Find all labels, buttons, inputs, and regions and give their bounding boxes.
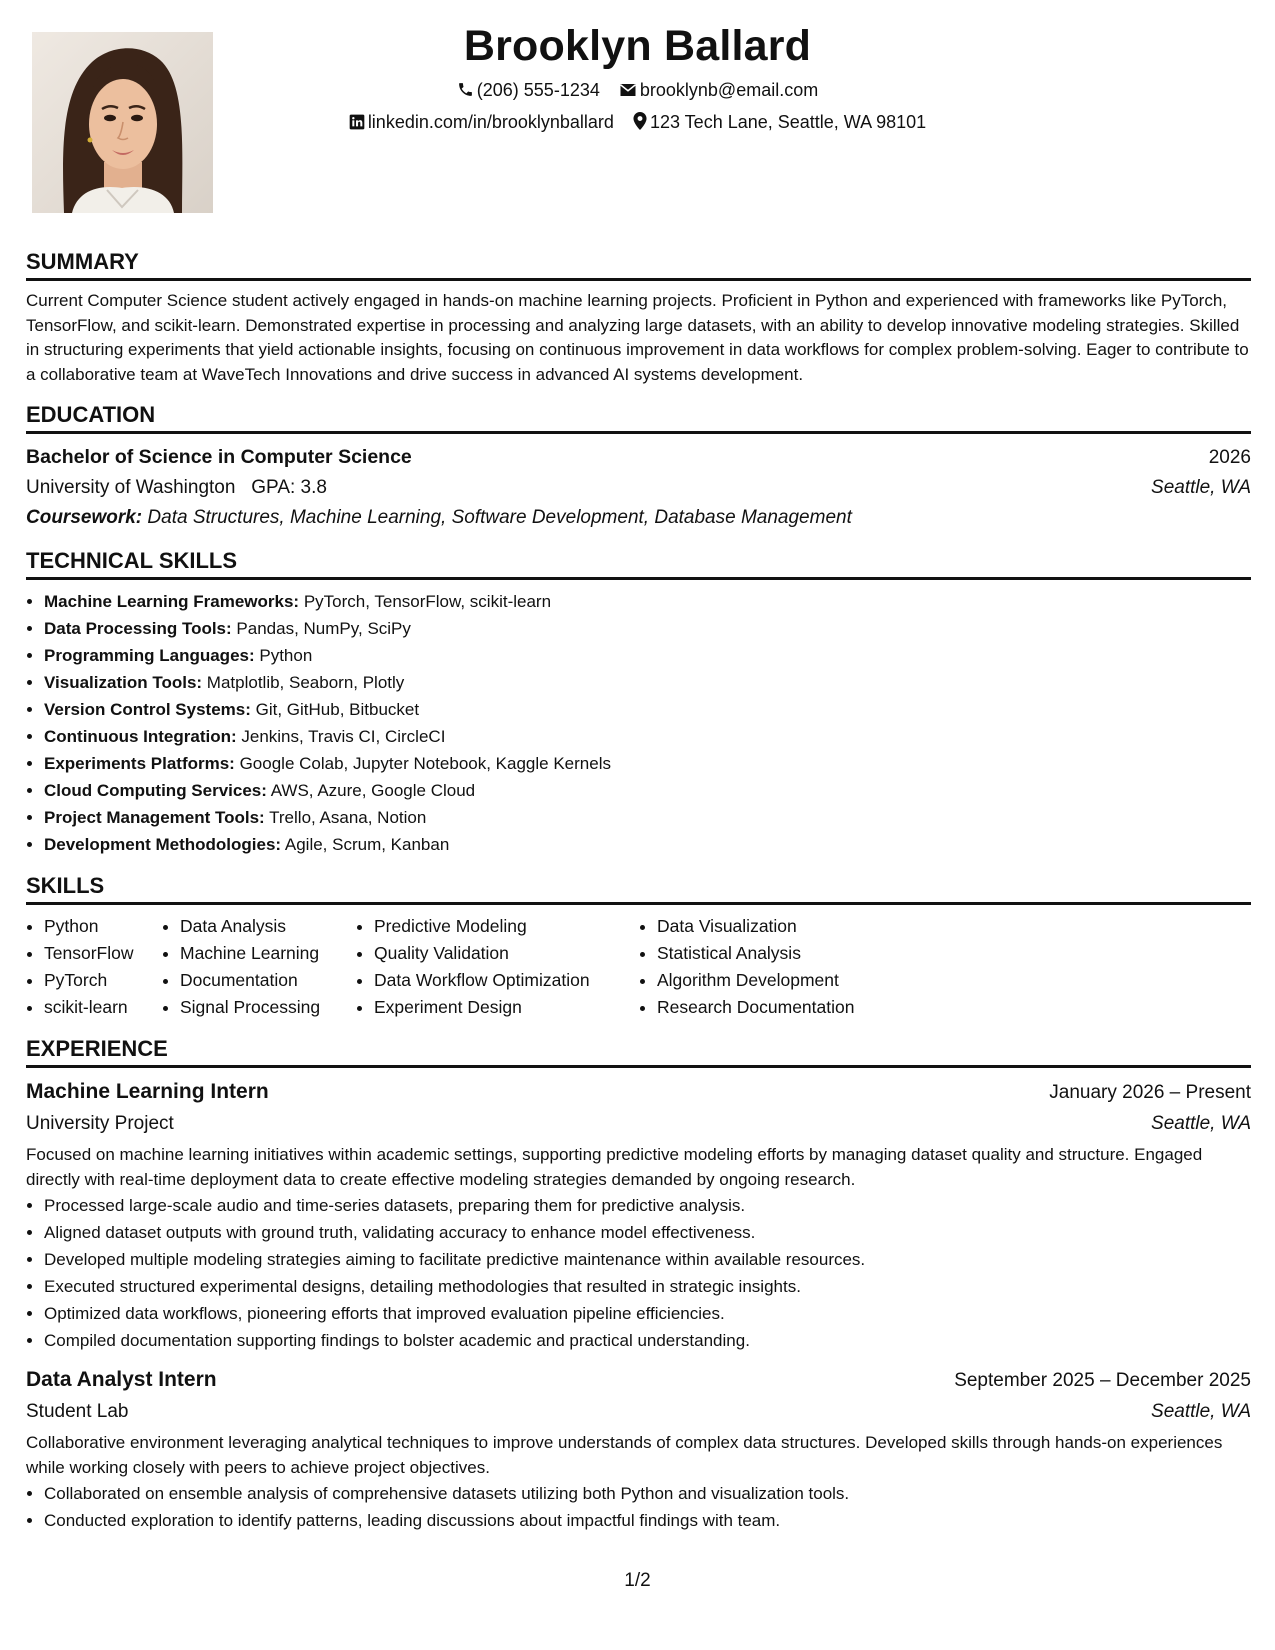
skill-values: PyTorch, TensorFlow, scikit-learn [303,592,552,611]
list-item: • Compiled documentation supporting findings to bolster academic and practical understanding. [44,1327,1251,1354]
list-item [44,804,1251,831]
phone-number: (206) 555-1234 [476,80,600,100]
list-item: • TensorFlow [44,940,162,967]
list-item: • Developed multiple modeling strategies aiming to facilitate predictive maintenance within available resources. [44,1246,1251,1273]
school-name: University of Washington [26,477,236,498]
candidate-name: Brooklyn Ballard [463,22,812,70]
skill-values: Matplotlib, Seaborn, Plotly [206,673,405,692]
contact-line-1 [0,80,1275,101]
job-entry [26,1364,1251,1534]
list-item: • scikit-learn [44,994,162,1021]
list-item: • Executed structured experimental designs, detailing methodologies that resulted in strategic insights. [44,1273,1251,1300]
skill-values: Python [259,646,313,665]
skill-values: Git, GitHub, Bitbucket [255,700,420,719]
list-item [44,831,1251,858]
summary-section [26,246,1251,387]
list-item [44,723,1251,750]
list-item: • Research Documentation [657,994,917,1021]
list-item: • Predictive Modeling [374,913,639,940]
email-contact[interactable] [619,80,818,101]
map-pin-icon [633,112,647,130]
phone-contact[interactable] [457,80,600,101]
list-item: • Aligned dataset outputs with ground truth, validating accuracy to enhance model effectiveness. [44,1219,1251,1246]
job-org-row [26,1109,1251,1139]
list-item: • Data Workflow Optimization [374,967,639,994]
job-bullets [26,1480,1251,1534]
list-item: • Processed large-scale audio and time-series datasets, preparing them for predictive analysis. [44,1192,1251,1219]
summary-heading: SUMMARY [26,246,1251,281]
skill-category: Programming Languages: [44,646,255,665]
job-header-row [26,1364,1251,1397]
list-item: • Machine Learning [180,940,356,967]
list-item: • Python [44,913,162,940]
list-item: • Experiment Design [374,994,639,1021]
list-item [44,642,1251,669]
list-item: • Data Analysis [180,913,356,940]
skill-category: Development Methodologies: [44,835,282,854]
skills-column-2 [162,913,356,1021]
skill-values: Google Colab, Jupyter Notebook, Kaggle Kernels [239,754,611,773]
job-org-row [26,1397,1251,1427]
skill-category: Machine Learning Frameworks: [44,592,300,611]
skills-column-1 [26,913,162,1021]
job-description: Collaborative environment leveraging analytical techniques to improve understands of complex data structures. Developed skills through hands-on experiences while working closely with peers to achieve project objectives. [26,1433,1223,1477]
skill-category: Experiments Platforms: [44,754,235,773]
list-item: • Optimized data workflows, pioneering efforts that improved evaluation pipeline efficiencies. [44,1300,1251,1327]
phone-icon [457,81,474,98]
envelope-icon [619,82,637,98]
education-school-row [26,473,1251,503]
list-item: • Collaborated on ensemble analysis of comprehensive datasets utilizing both Python and visualization tools. [44,1480,1251,1507]
skill-category: Data Processing Tools: [44,619,232,638]
skill-category: Version Control Systems: [44,700,251,719]
technical-skills-heading: TECHNICAL SKILLS [26,545,1251,580]
experience-heading: EXPERIENCE [26,1033,1251,1068]
list-item: • Data Visualization [657,913,917,940]
linkedin-url: linkedin.com/in/brooklynballard [367,112,614,132]
list-item: • Statistical Analysis [657,940,917,967]
graduation-year: 2026 [1208,447,1251,468]
job-bullets [26,1192,1251,1354]
skills-column-4 [639,913,917,1021]
job-title: Data Analyst Intern [26,1368,217,1391]
list-item [44,777,1251,804]
experience-section [26,1033,1251,1534]
job-title: Machine Learning Intern [26,1080,269,1103]
linkedin-contact[interactable] [349,112,614,133]
skill-category: Cloud Computing Services: [44,781,267,800]
skill-category: Project Management Tools: [44,808,265,827]
skill-values: Trello, Asana, Notion [269,808,427,827]
list-item: • Documentation [180,967,356,994]
job-organization: University Project [26,1113,174,1134]
list-item [44,669,1251,696]
school-info [26,473,327,503]
job-location: Seattle, WA [1151,1401,1251,1422]
list-item: • PyTorch [44,967,162,994]
list-item: • Algorithm Development [657,967,917,994]
job-header-row [26,1076,1251,1109]
job-description: Focused on machine learning initiatives within academic settings, supporting predictive modeling efforts by managing dataset quality and structure. Engaged directly with real-time deployment data to create effective modeling strategies demanded by ongoing research. [26,1145,1203,1189]
coursework [26,503,1251,533]
technical-skills-section [26,545,1251,858]
list-item [44,696,1251,723]
education-section [26,399,1251,533]
summary-text: Current Computer Science student actively engaged in hands-on machine learning projects. Proficient in Python and experienced with frameworks like PyTorch, TensorFlow, and scikit-learn. Demonstrated expertise in processing and analyzing large datasets, with an ability to develop innovative modeling strategies. Skilled in structuring experiments that yield actionable insights, focusing on continuous improvement in data workflows for complex problem-solving. Eager to contribute to a collaborative team at WaveTech Innovations and drive success in advanced AI systems development. [26,291,1249,384]
skills-grid [26,913,1251,1021]
education-degree-row [26,442,1251,473]
resume-content [26,246,1251,1546]
skills-heading: SKILLS [26,870,1251,905]
address-text: 123 Tech Lane, Seattle, WA 98101 [649,112,927,132]
address-contact [633,112,926,133]
degree-name: Bachelor of Science in Computer Science [26,446,412,468]
contact-line-2 [0,112,1275,133]
education-heading: EDUCATION [26,399,1251,434]
skills-section [26,870,1251,1021]
job-entry [26,1076,1251,1354]
gpa: GPA: 3.8 [251,477,327,498]
list-item [44,588,1251,615]
list-item: • Quality Validation [374,940,639,967]
coursework-label: Coursework: [26,507,143,528]
job-organization: Student Lab [26,1401,129,1422]
skill-values: Agile, Scrum, Kanban [284,835,450,854]
page-number: 1/2 [624,1570,651,1591]
job-dates: September 2025 – December 2025 [954,1370,1251,1391]
skills-column-3 [356,913,639,1021]
school-location: Seattle, WA [1151,477,1251,498]
linkedin-icon [349,114,365,130]
skill-values: AWS, Azure, Google Cloud [270,781,476,800]
job-location: Seattle, WA [1151,1113,1251,1134]
skill-category: Continuous Integration: [44,727,237,746]
skill-values: Pandas, NumPy, SciPy [236,619,411,638]
coursework-list: Data Structures, Machine Learning, Software Development, Database Management [147,507,852,528]
technical-skills-list [26,588,1251,858]
skill-category: Visualization Tools: [44,673,203,692]
job-dates: January 2026 – Present [1049,1082,1251,1103]
email-address: brooklynb@email.com [639,80,819,100]
list-item [44,750,1251,777]
list-item [44,615,1251,642]
list-item: • Conducted exploration to identify patterns, leading discussions about impactful findings with team. [44,1507,1251,1534]
skill-values: Jenkins, Travis CI, CircleCI [241,727,446,746]
list-item: • Signal Processing [180,994,356,1021]
